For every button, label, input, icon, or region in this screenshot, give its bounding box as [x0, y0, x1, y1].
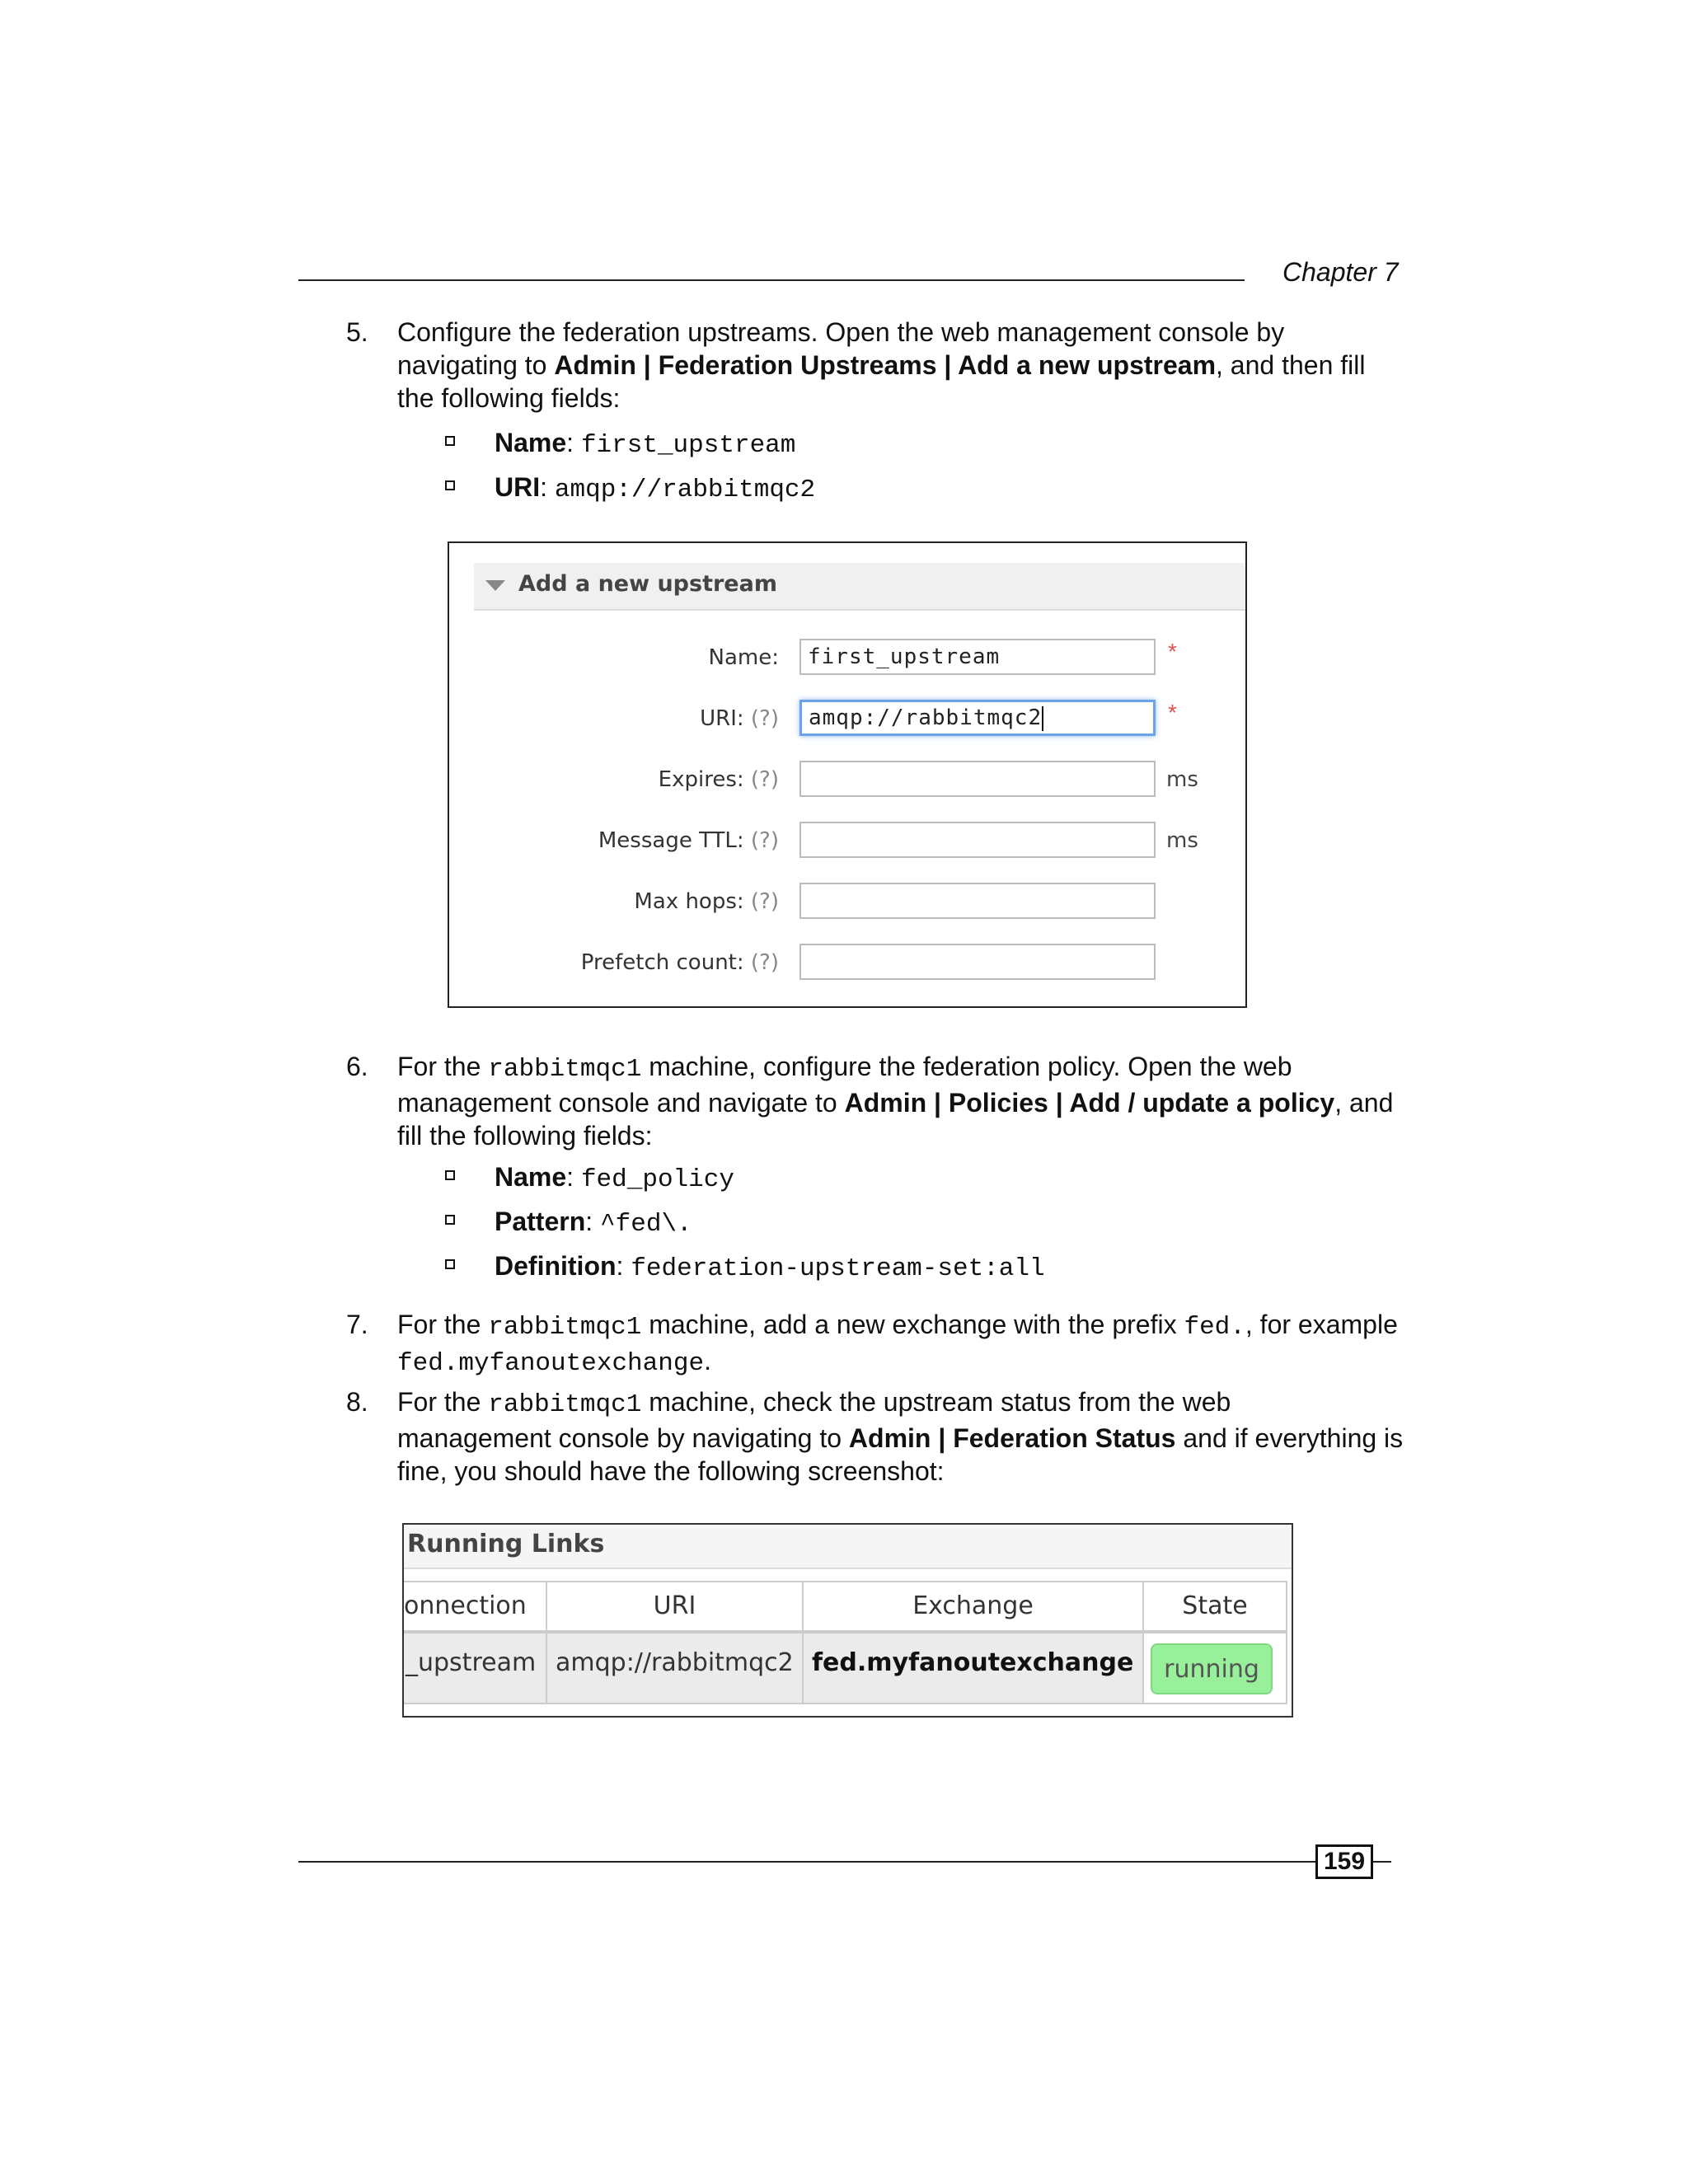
text-run: machine, check the upstream status from the web: [641, 1387, 1231, 1417]
unit-label: ms: [1166, 767, 1198, 792]
column-header-exchange[interactable]: Exchange: [802, 1581, 1144, 1632]
machine-name: rabbitmqc1: [488, 1055, 642, 1084]
text-run: machine, add a new exchange with the prefix: [641, 1310, 1184, 1339]
connection-cell: _upstream: [402, 1632, 547, 1704]
step-line: [397, 1385, 1403, 1422]
bullet-label: Name: [495, 428, 567, 457]
nav-federation-status: Federation Status: [953, 1423, 1176, 1453]
nav-separator: |: [931, 1423, 954, 1453]
bullet-value: amqp://rabbitmqc2: [554, 476, 816, 504]
label-text: Message TTL:: [598, 828, 744, 853]
nav-separator: |: [1048, 1088, 1070, 1118]
nav-separator: |: [926, 1088, 949, 1118]
label-text: Name:: [708, 645, 779, 670]
label-text: URI:: [700, 706, 744, 731]
bullet-value: first_upstream: [580, 431, 796, 460]
input-value: amqp://rabbitmqc2: [809, 705, 1043, 730]
header-rule: [298, 279, 1245, 281]
help-icon[interactable]: (?): [750, 889, 779, 914]
text-run: management console by navigating to: [397, 1423, 849, 1453]
nav-federation-upstreams: Federation Upstreams: [658, 350, 937, 380]
collapse-triangle-icon[interactable]: [485, 580, 505, 591]
help-icon[interactable]: (?): [750, 950, 779, 975]
step-line: [397, 1050, 1393, 1086]
step-text: [397, 1050, 1393, 1152]
bullet-label: Name: [495, 1162, 567, 1192]
text-run: .: [704, 1346, 711, 1376]
machine-name: rabbitmqc1: [488, 1313, 642, 1342]
label-text: Expires:: [658, 767, 744, 792]
bullet-label: Definition: [495, 1251, 617, 1281]
step-text: [397, 316, 1365, 415]
nav-policies: Policies: [948, 1088, 1048, 1118]
text-run: management console and navigate to: [397, 1088, 845, 1118]
required-marker: *: [1168, 700, 1177, 725]
field-label: [449, 706, 779, 731]
step-line: fill the following fields:: [397, 1121, 653, 1151]
bullet-label: Pattern: [495, 1207, 586, 1236]
section-header[interactable]: [474, 563, 1245, 611]
field-label: [449, 767, 779, 792]
help-icon[interactable]: (?): [750, 828, 779, 853]
help-icon[interactable]: (?): [750, 706, 779, 731]
step-line: [397, 1086, 1393, 1119]
help-icon[interactable]: (?): [750, 767, 779, 792]
page-number: 159: [1315, 1844, 1373, 1879]
bullet-square-icon: [445, 1259, 455, 1269]
step-line: fine, you should have the following screenshot:: [397, 1456, 945, 1486]
step-line: [397, 1422, 1403, 1455]
nav-admin: Admin: [848, 1423, 931, 1453]
bullet-value: ^fed\.: [600, 1210, 692, 1239]
step-number: 7.: [346, 1310, 368, 1339]
bullet-value: fed_policy: [580, 1165, 734, 1194]
text-run: For the: [397, 1052, 489, 1081]
exchange-prefix: fed.: [1184, 1313, 1245, 1342]
nav-admin: Admin: [554, 350, 636, 380]
bullet-square-icon: [445, 1215, 455, 1225]
text-run: , and then fill: [1216, 350, 1366, 380]
text-run: navigating to: [397, 350, 555, 380]
column-header-connection[interactable]: onnection: [402, 1581, 547, 1632]
running-links-title: Running Links: [407, 1530, 605, 1558]
step-number: 5.: [346, 317, 368, 347]
section-title: Add a new upstream: [518, 571, 777, 597]
field-label: [449, 950, 779, 975]
field-label: [449, 645, 779, 670]
footer-rule: [298, 1861, 1391, 1863]
running-links-header: [404, 1525, 1292, 1569]
bullet-label: URI: [495, 472, 541, 502]
name-input[interactable]: [799, 639, 1156, 675]
required-marker: *: [1168, 639, 1177, 664]
bullet-square-icon: [445, 436, 455, 446]
label-text: Max hops:: [634, 889, 744, 914]
status-badge: running: [1151, 1643, 1273, 1694]
uri-cell: amqp://rabbitmqc2: [546, 1632, 804, 1704]
exchange-cell: fed.myfanoutexchange: [802, 1632, 1144, 1704]
bullet-square-icon: [445, 480, 455, 490]
step-line: [397, 349, 1365, 382]
state-cell: [1142, 1632, 1287, 1704]
step-line: [397, 1308, 1398, 1344]
add-upstream-screenshot: [448, 541, 1247, 1008]
text-caret: [1042, 706, 1043, 731]
uri-input[interactable]: [799, 700, 1156, 736]
max-hops-input[interactable]: [799, 883, 1156, 919]
text-run: , for example: [1245, 1310, 1398, 1339]
nav-separator: |: [635, 350, 659, 380]
example-exchange: fed.myfanoutexchange: [397, 1349, 705, 1378]
step-line: Configure the federation upstreams. Open the web management console by: [397, 317, 1285, 347]
text-run: For the: [397, 1310, 489, 1339]
expires-input[interactable]: [799, 761, 1156, 797]
step-number: 8.: [346, 1387, 368, 1417]
prefetch-count-input[interactable]: [799, 944, 1156, 980]
message-ttl-input[interactable]: [799, 822, 1156, 858]
column-header-state[interactable]: State: [1142, 1581, 1287, 1632]
step-line: the following fields:: [397, 383, 621, 413]
nav-add-upstream: Add a new upstream: [958, 350, 1217, 380]
nav-separator: |: [936, 350, 959, 380]
text-run: For the: [397, 1387, 489, 1417]
step-number: 6.: [346, 1052, 368, 1081]
machine-name: rabbitmqc1: [488, 1390, 642, 1419]
chapter-label: Chapter 7: [1282, 257, 1399, 287]
field-label: [449, 828, 779, 853]
nav-admin: Admin: [844, 1088, 927, 1118]
field-label: [449, 889, 779, 914]
input-value: first_upstream: [808, 644, 1001, 669]
step-text: [397, 1385, 1403, 1488]
running-links-screenshot: [402, 1523, 1293, 1718]
text-run: , and: [1334, 1088, 1394, 1118]
bullet-square-icon: [445, 1170, 455, 1180]
bullet-value: federation-upstream-set:all: [631, 1254, 1045, 1283]
text-run: and if everything is: [1175, 1423, 1404, 1453]
step-line: [397, 1344, 1398, 1380]
label-text: Prefetch count:: [580, 950, 744, 975]
column-header-uri[interactable]: URI: [546, 1581, 804, 1632]
nav-add-policy: Add / update a policy: [1069, 1088, 1335, 1118]
text-run: machine, configure the federation policy. Open the web: [641, 1052, 1292, 1081]
unit-label: ms: [1166, 828, 1198, 853]
step-text: [397, 1308, 1398, 1380]
